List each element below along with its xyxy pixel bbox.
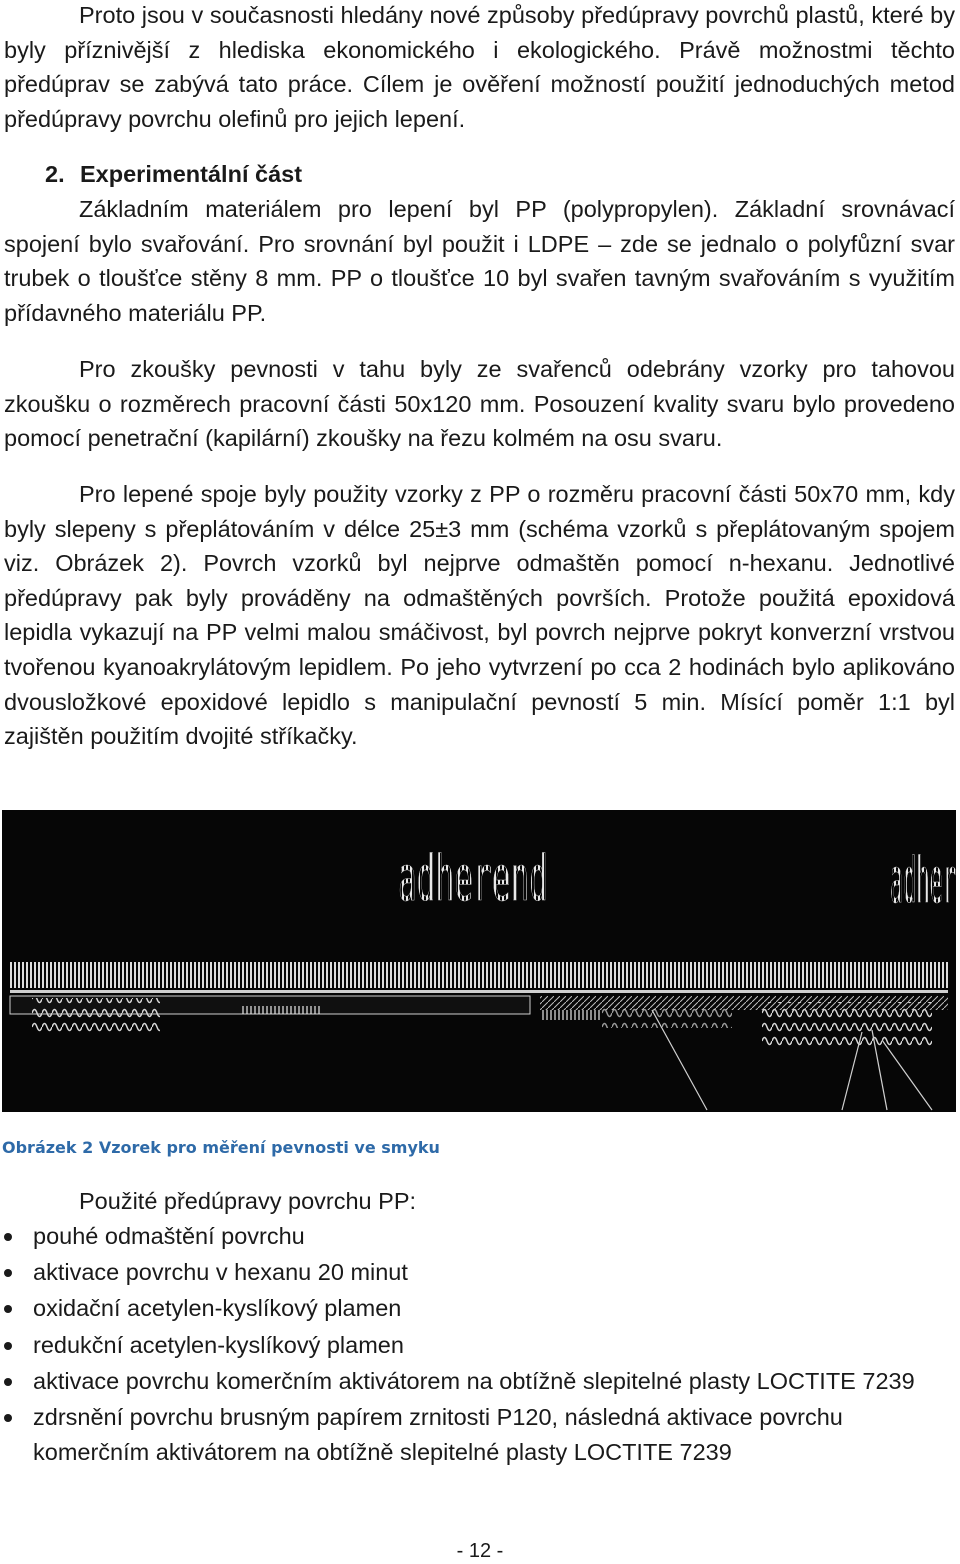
figure-caption: Obrázek 2 Vzorek pro měření pevnosti ve smyku: [2, 1138, 440, 1157]
bullet-icon: [4, 1342, 12, 1350]
section-number: 2.: [45, 161, 65, 187]
list-item: [0, 1219, 956, 1254]
tests-paragraph: Pro zkoušky pevnosti v tahu byly ze svařenců odebrány vzorky pro tahovou zkoušku o rozměrech pracovní části 50x120 mm. Posouzení kvality svaru bylo provedeno pomocí penetrační (kapilární) zkoušky na řezu kolmém na osu svaru.: [4, 356, 955, 452]
materials-paragraph: Základním materiálem pro lepení byl PP (polypropylen). Základní srovnávací spojení bylo svařování. Pro srovnání byl použit i LDPE – zde se jednalo o polyfůzní svar trubek o tloušťce stěny 8 mm. PP o tloušťce 10 byl svařen tavným svařováním s využitím přídavného materiálu PP.: [4, 196, 955, 326]
list-item: [0, 1400, 956, 1469]
treatments-intro: Použité předúpravy povrchu PP:: [79, 1188, 417, 1214]
list-item-text: oxidační acetylen-kyslíkový plamen: [33, 1295, 402, 1322]
intro-paragraph: Proto jsou v současnosti hledány nové způsoby předúpravy povrchů plastů, které by byly příznivější z hlediska ekonomického i ekologického. Právě možnostmi těchto předúprav se zabývá tato práce. Cílem je ověření možností použití jednoduchých metod předúpravy povrchu olefinů pro jejich lepení.: [4, 2, 955, 132]
bullet-icon: [4, 1233, 12, 1241]
bullet-icon: [4, 1305, 12, 1313]
list-item-text: aktivace povrchu komerčním aktivátorem na obtížně slepitelné plasty LOCTITE 7239: [33, 1367, 915, 1394]
list-item-text: zdrsnění povrchu brusným papírem zrnitosti P120, následná aktivace povrchu komerčním aktivátorem na obtížně slepitelné plasty LOCTITE 7239: [33, 1403, 843, 1465]
list-item: [0, 1328, 956, 1363]
bonded-joints-paragraph: Pro lepené spoje byly použity vzorky z PP o rozměru pracovní části 50x70 mm, kdy byly slepeny s přeplátováním v délce 25±3 mm (schéma vzorků s přeplátovaným spojem viz. Obrázek 2). Povrch vzorků byl nejprve odmaštěn pomocí n-hexanu. Jednotlivé předúpravy pak byly prováděny na odmaštěných površích. Protože použitá epoxidová lepidla vykazují na PP velmi malou smáčivost, byl povrch nejprve pokryt konverzní vrstvou tvořenou kyanoakrylátovým lepidlem. Po jeho vytvrzení po cca 2 hodinách bylo aplikováno dvousložkové epoxidové lepidlo s manipulační pevností 5 min. Mísící poměr 1:1 byl zajištěn použitím dvojité stříkačky.: [4, 481, 955, 750]
section-title: Experimentální část: [80, 161, 303, 187]
list-item: [0, 1255, 956, 1290]
adherend-label-left: [398, 842, 548, 915]
adherend-label-right: [890, 844, 956, 917]
bullet-icon: [4, 1269, 12, 1277]
adherend-text-right: adher: [890, 844, 956, 917]
list-item-text: redukční acetylen-kyslíkový plamen: [33, 1331, 404, 1358]
adherend-text-left: adherend: [398, 842, 548, 915]
section-heading: [45, 157, 302, 192]
list-item-text: aktivace povrchu v hexanu 20 minut: [33, 1259, 408, 1286]
list-item-text: pouhé odmaštění povrchu: [33, 1223, 305, 1249]
list-item: [0, 1364, 956, 1399]
lap-shear-specimen-figure: [2, 810, 956, 1112]
bullet-icon: [4, 1414, 12, 1422]
treatments-list: [0, 1219, 956, 1471]
bullet-icon: [4, 1378, 12, 1386]
list-item: [0, 1291, 956, 1326]
page-number: - 12 -: [456, 1540, 504, 1562]
